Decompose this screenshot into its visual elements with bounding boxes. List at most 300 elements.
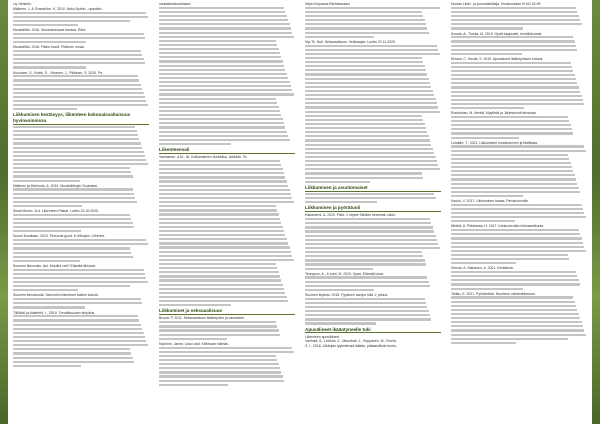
reference-column-3 bbox=[305, 2, 441, 422]
text-line bbox=[13, 12, 146, 14]
text-line bbox=[305, 86, 431, 88]
text-line bbox=[159, 242, 288, 244]
reference-text-lines bbox=[451, 204, 587, 223]
reference-text-lines bbox=[13, 50, 149, 69]
text-line bbox=[159, 65, 284, 67]
text-line bbox=[305, 193, 434, 195]
text-line bbox=[159, 197, 292, 199]
text-line bbox=[451, 325, 583, 327]
reference-text-lines bbox=[13, 33, 149, 43]
text-line bbox=[451, 258, 569, 260]
reference-column-2 bbox=[159, 2, 295, 422]
reference-entry: Tennyson, A., & bunt, M, 2020. Opas. Elämää loirat. bbox=[305, 271, 384, 276]
text-line bbox=[159, 135, 288, 137]
reference-text-lines bbox=[451, 62, 587, 110]
text-line bbox=[13, 289, 78, 291]
text-line bbox=[305, 119, 423, 121]
reference-text-lines bbox=[451, 296, 587, 344]
text-line bbox=[451, 132, 573, 134]
text-line bbox=[159, 300, 288, 302]
text-line bbox=[13, 252, 131, 254]
text-line bbox=[451, 220, 515, 222]
text-line bbox=[451, 288, 523, 290]
text-line bbox=[159, 201, 294, 203]
reference-text-lines bbox=[305, 7, 441, 38]
text-line bbox=[159, 143, 231, 145]
text-line bbox=[159, 338, 227, 340]
reference-entry: cq. Helsinki. bbox=[13, 2, 32, 6]
reference-entry: Muuttoliitto. 2016. Pääsi muutt. Pikkinen omaa. bbox=[13, 45, 85, 50]
text-line bbox=[305, 181, 370, 183]
text-line bbox=[305, 53, 440, 55]
text-line bbox=[305, 318, 431, 320]
reference-entry: S. I., 2016. Liikkujan tyyleidensä lääkäs, pääasiallisiin kunto- bbox=[305, 344, 397, 349]
text-line bbox=[13, 92, 144, 94]
text-line bbox=[159, 118, 283, 120]
text-line bbox=[451, 305, 576, 307]
reference-text-lines bbox=[451, 145, 587, 197]
text-line bbox=[159, 263, 276, 265]
section-heading: Liikkumisen ja pyörätuoli bbox=[305, 205, 361, 211]
text-line bbox=[159, 160, 280, 162]
text-line bbox=[451, 107, 524, 109]
text-line bbox=[159, 363, 279, 365]
text-line bbox=[305, 247, 440, 249]
reference-entry: Tanttu, E. 2021. Pyöräretkisi. Nuorteen vahvistettavuus. bbox=[451, 291, 536, 296]
text-line bbox=[305, 23, 426, 25]
text-line bbox=[159, 126, 285, 128]
text-line bbox=[305, 243, 438, 245]
text-line bbox=[305, 94, 434, 96]
reference-entry: Vanhala, A., Lehtola, Z., Mauritola, J., Seppänen, M., Kivelä, bbox=[305, 339, 397, 344]
text-line bbox=[13, 159, 146, 161]
text-line bbox=[305, 15, 423, 17]
text-line bbox=[13, 96, 145, 98]
reference-text-lines bbox=[13, 75, 149, 110]
section-heading-rule bbox=[305, 332, 441, 333]
text-line bbox=[451, 283, 580, 285]
text-line bbox=[451, 229, 579, 231]
text-line bbox=[305, 11, 422, 13]
reference-entry: Nyt-Tii. Nuti. Seksuaalisuus. Veikkaajan. Luettu 22.11.2020. bbox=[305, 39, 396, 44]
section-heading: Liikenteenvali bbox=[159, 147, 190, 152]
text-line bbox=[159, 351, 294, 353]
text-line bbox=[13, 344, 148, 346]
reference-entry: Tillilähiö ja Alakerttö, I., 2019. Turvallisuuden lahjoitus bbox=[13, 310, 95, 315]
text-line bbox=[305, 148, 433, 150]
text-line bbox=[159, 73, 287, 75]
text-line bbox=[305, 164, 438, 166]
text-line bbox=[305, 61, 423, 63]
text-line bbox=[13, 171, 131, 173]
text-line bbox=[13, 197, 135, 199]
section-heading: Liikkumisen kestävyys, liikenteen kokonaisvaltaisuus hyvinvoinnissa bbox=[13, 112, 131, 123]
text-line bbox=[305, 144, 431, 146]
text-line bbox=[159, 114, 281, 116]
text-line bbox=[305, 139, 430, 141]
text-line bbox=[13, 285, 130, 287]
reference-text-lines bbox=[13, 188, 149, 207]
reference-entry: Kovala, A., Tiukka, M. 2019. Hyviä taajuudet, henkilökunnat bbox=[451, 31, 542, 36]
text-line bbox=[159, 81, 290, 83]
text-line bbox=[305, 123, 425, 125]
text-line bbox=[159, 102, 277, 104]
text-line bbox=[451, 74, 575, 76]
text-line bbox=[159, 209, 277, 211]
text-line bbox=[451, 45, 576, 47]
text-line bbox=[305, 19, 425, 21]
text-line bbox=[451, 309, 577, 311]
section-heading-rule bbox=[305, 211, 441, 212]
reference-text-lines bbox=[451, 36, 587, 55]
text-line bbox=[159, 131, 287, 133]
text-line bbox=[451, 7, 576, 9]
text-line bbox=[159, 189, 290, 191]
text-line bbox=[451, 166, 572, 168]
text-line bbox=[13, 324, 141, 326]
text-line bbox=[305, 32, 429, 34]
text-line bbox=[451, 237, 582, 239]
reference-entry: Suomi Kuvataan, 2019. Personal good. in ettirajan. Liikenne- bbox=[13, 234, 106, 239]
reference-text-lines bbox=[13, 214, 149, 233]
reference-entry: Vanhainen, A.M., Nt. Kotikantimien kunkkiluu. Artikkeli. Te- bbox=[159, 155, 248, 160]
text-line bbox=[305, 115, 422, 117]
text-line bbox=[305, 127, 426, 129]
text-line bbox=[305, 78, 429, 80]
reference-entry: Eklund, C. Hovila, S. 2019. Apuväineet ikääntymisen kotona. bbox=[451, 56, 544, 61]
text-line bbox=[451, 40, 575, 42]
text-line bbox=[13, 151, 144, 153]
text-line bbox=[305, 7, 440, 9]
text-line bbox=[159, 139, 290, 141]
text-line bbox=[13, 100, 146, 102]
text-line bbox=[451, 296, 573, 298]
text-line bbox=[13, 201, 137, 203]
text-line bbox=[159, 32, 292, 34]
reference-text-lines bbox=[451, 271, 587, 290]
text-line bbox=[451, 120, 569, 122]
text-line bbox=[159, 347, 292, 349]
text-line bbox=[305, 90, 433, 92]
reference-entry: Kautio, V. 2017. Liikkuminen kaasa. Peruskunnolle. bbox=[451, 199, 530, 203]
text-line bbox=[13, 222, 133, 224]
text-line bbox=[305, 276, 427, 278]
text-line bbox=[451, 329, 584, 331]
text-line bbox=[451, 23, 582, 25]
reference-entry: Lundahl, T., 2021. Liikkumisen kuntotuminen ja Mallikata. bbox=[451, 140, 538, 145]
text-line bbox=[13, 243, 148, 245]
text-line bbox=[159, 329, 279, 331]
text-line bbox=[159, 52, 280, 54]
text-line bbox=[159, 77, 288, 79]
text-line bbox=[13, 319, 139, 321]
text-line bbox=[13, 260, 80, 262]
text-line bbox=[305, 268, 373, 270]
text-line bbox=[451, 204, 582, 206]
text-line bbox=[451, 313, 579, 315]
section-heading-rule bbox=[159, 314, 295, 315]
text-line bbox=[159, 271, 279, 273]
text-line bbox=[451, 174, 575, 176]
text-line bbox=[451, 91, 580, 93]
text-line bbox=[451, 49, 577, 51]
text-line bbox=[451, 154, 568, 156]
text-line bbox=[13, 239, 146, 241]
text-line bbox=[305, 259, 425, 261]
text-line bbox=[451, 162, 571, 164]
text-line bbox=[451, 78, 576, 80]
text-line bbox=[13, 16, 148, 18]
text-line bbox=[159, 226, 283, 228]
text-line bbox=[305, 281, 429, 283]
text-line bbox=[159, 222, 281, 224]
section-heading-rule bbox=[305, 191, 441, 192]
text-line bbox=[159, 69, 285, 71]
text-line bbox=[13, 315, 138, 317]
text-line bbox=[159, 292, 285, 294]
reference-entry: Suomen kirjasto, 2015. Fyysinen sampu nilla 1; pituus. bbox=[305, 292, 389, 297]
text-line bbox=[305, 111, 440, 113]
text-line bbox=[451, 321, 582, 323]
text-line bbox=[451, 11, 577, 13]
text-line bbox=[451, 116, 568, 118]
text-line bbox=[305, 49, 438, 51]
text-line bbox=[305, 285, 430, 287]
text-line bbox=[159, 238, 287, 240]
text-line bbox=[451, 178, 576, 180]
text-line bbox=[305, 201, 377, 203]
text-line bbox=[159, 23, 290, 25]
text-line bbox=[13, 163, 148, 165]
text-line bbox=[159, 172, 284, 174]
text-line bbox=[159, 180, 287, 182]
text-line bbox=[305, 152, 434, 154]
text-line bbox=[305, 226, 433, 228]
text-line bbox=[13, 340, 146, 342]
text-line bbox=[451, 27, 523, 29]
text-line bbox=[13, 180, 80, 182]
page-border-right bbox=[592, 0, 600, 424]
text-line bbox=[451, 183, 577, 185]
text-line bbox=[159, 98, 276, 100]
text-line bbox=[159, 218, 280, 220]
reference-entry: Suomen Neuvosto. Aul. Muuttui vah? Elämää liikkuvia. bbox=[13, 263, 97, 268]
text-line bbox=[451, 242, 583, 244]
reference-entry: Simola, A. Niskanen, A. 2021. Kenttänsä. bbox=[451, 266, 514, 271]
text-line bbox=[451, 262, 516, 264]
text-line bbox=[13, 218, 131, 220]
text-line bbox=[305, 289, 374, 291]
text-line bbox=[451, 62, 571, 64]
text-line bbox=[13, 24, 78, 26]
text-line bbox=[159, 40, 276, 42]
section-heading-rule bbox=[159, 153, 295, 154]
reference-text-lines bbox=[159, 160, 295, 307]
text-line bbox=[13, 247, 130, 249]
text-line bbox=[159, 296, 287, 298]
text-line bbox=[159, 15, 287, 17]
text-line bbox=[159, 93, 294, 95]
text-line bbox=[159, 193, 291, 195]
text-line bbox=[451, 145, 584, 147]
reference-entry: https://nnpasca.fi/tehtaavaan/ bbox=[305, 2, 350, 6]
text-line bbox=[159, 288, 284, 290]
text-line bbox=[305, 57, 422, 59]
text-line bbox=[13, 104, 148, 106]
text-line bbox=[159, 106, 279, 108]
reference-text-lines bbox=[451, 116, 587, 139]
text-line bbox=[159, 19, 288, 21]
text-line bbox=[13, 302, 142, 304]
text-line bbox=[159, 122, 284, 124]
text-line bbox=[159, 380, 284, 382]
text-line bbox=[159, 267, 277, 269]
text-line bbox=[305, 131, 427, 133]
text-line bbox=[13, 188, 133, 190]
reference-entry: Kuusinen, S., Nokki, S., Virtanen, J., Pikkinen, S. 2020. Pe- bbox=[13, 70, 104, 75]
reference-text-lines bbox=[451, 7, 587, 30]
text-line bbox=[159, 259, 294, 261]
reference-column-1 bbox=[13, 2, 149, 422]
reference-entry: Brucia, P. 2011. Seksuaalisuus ikääntyvien ja toimaisten, bbox=[159, 316, 246, 321]
text-line bbox=[13, 365, 81, 367]
text-line bbox=[305, 98, 436, 100]
text-line bbox=[451, 36, 573, 38]
reference-text-lines bbox=[13, 126, 149, 182]
text-line bbox=[451, 137, 519, 139]
text-line bbox=[13, 130, 137, 132]
reference-text-lines bbox=[305, 218, 441, 270]
text-line bbox=[13, 336, 145, 338]
text-line bbox=[13, 273, 145, 275]
text-line bbox=[13, 142, 141, 144]
section-heading: Apuvälineet ikääntyneelle tuki bbox=[305, 326, 371, 332]
text-line bbox=[159, 48, 279, 50]
text-line bbox=[159, 367, 280, 369]
text-line bbox=[451, 279, 579, 281]
text-line bbox=[451, 275, 577, 277]
text-line bbox=[451, 212, 584, 214]
reference-entry: Liikenteen apuvälineet bbox=[305, 334, 340, 339]
text-line bbox=[305, 230, 434, 232]
text-line bbox=[159, 60, 283, 62]
text-line bbox=[451, 128, 572, 130]
reference-entry: vantaakeskustetaan/ bbox=[159, 2, 191, 6]
text-line bbox=[159, 11, 285, 13]
text-line bbox=[305, 36, 374, 38]
text-line bbox=[13, 75, 138, 77]
text-line bbox=[451, 103, 584, 105]
reference-entry: Nuolan Liikki - ja puurulaisiittaja. Ihmisluokkan III M2 43-99 bbox=[451, 2, 541, 6]
text-line bbox=[13, 62, 145, 64]
reference-text-lines bbox=[305, 45, 441, 183]
text-line bbox=[13, 230, 81, 232]
text-line bbox=[305, 82, 430, 84]
text-line bbox=[159, 110, 280, 112]
text-line bbox=[159, 56, 281, 58]
text-line bbox=[305, 314, 430, 316]
reference-entry: Mäkinen, J. & Granström, K. 2010. Naku Nyrkin - opaskeh- bbox=[13, 6, 103, 11]
text-line bbox=[305, 135, 429, 137]
reference-entry: Rontiainen, M. Kenttä. Myyttisiä ja Järjestelmä tehostaa. bbox=[451, 111, 537, 116]
text-line bbox=[13, 88, 142, 90]
text-line bbox=[13, 79, 139, 81]
text-line bbox=[305, 218, 430, 220]
text-line bbox=[13, 256, 133, 258]
text-line bbox=[13, 328, 142, 330]
text-line bbox=[13, 134, 138, 136]
text-line bbox=[13, 226, 134, 228]
text-line bbox=[159, 279, 281, 281]
text-line bbox=[13, 306, 85, 308]
text-line bbox=[305, 73, 427, 75]
text-line bbox=[159, 321, 276, 323]
text-line bbox=[13, 269, 144, 271]
reference-entry: Hakaniemi, A. 2019. Piste. 2 ohjeet Sähkön kertomat, rakki- bbox=[305, 213, 396, 218]
text-line bbox=[451, 95, 582, 97]
text-line bbox=[305, 69, 426, 71]
text-line bbox=[13, 54, 142, 56]
page-border-left bbox=[0, 0, 8, 424]
text-line bbox=[305, 302, 426, 304]
text-line bbox=[159, 164, 281, 166]
text-line bbox=[305, 251, 422, 253]
text-line bbox=[159, 251, 291, 253]
text-line bbox=[159, 85, 291, 87]
text-line bbox=[159, 185, 288, 187]
text-line bbox=[13, 41, 86, 43]
text-line bbox=[451, 15, 579, 17]
reference-text-lines bbox=[13, 298, 149, 308]
text-line bbox=[13, 193, 134, 195]
reference-entry: Nikkilä, A. Pitkäranta, H. 2017. Kanta-kevään kirkkaaniikunta bbox=[451, 224, 544, 229]
text-line bbox=[305, 168, 440, 170]
text-line bbox=[13, 348, 130, 350]
text-line bbox=[159, 213, 279, 215]
text-line bbox=[451, 82, 577, 84]
text-line bbox=[305, 27, 427, 29]
text-line bbox=[451, 170, 573, 172]
text-line bbox=[13, 214, 130, 216]
text-line bbox=[451, 338, 568, 340]
text-line bbox=[305, 298, 425, 300]
text-line bbox=[13, 37, 145, 39]
text-line bbox=[305, 102, 437, 104]
text-line bbox=[13, 281, 148, 283]
section-heading-rule bbox=[13, 124, 149, 125]
text-line bbox=[451, 301, 575, 303]
text-line bbox=[13, 33, 144, 35]
text-line bbox=[451, 250, 586, 252]
text-line bbox=[13, 352, 131, 354]
text-line bbox=[305, 177, 423, 179]
text-line bbox=[13, 50, 141, 52]
text-line bbox=[451, 246, 584, 248]
reference-text-lines bbox=[13, 269, 149, 292]
text-line bbox=[451, 334, 586, 336]
text-line bbox=[305, 263, 426, 265]
text-line bbox=[159, 7, 284, 9]
text-line bbox=[13, 167, 130, 169]
reference-text-lines bbox=[451, 229, 587, 264]
reference-entry: Nyström, Janne, Uzun and. Klkbbaan elämäs. bbox=[159, 341, 229, 346]
text-line bbox=[305, 255, 423, 257]
text-line bbox=[451, 216, 586, 218]
section-heading: Liikkumisen ja asuntomaiset bbox=[305, 184, 368, 190]
text-line bbox=[451, 66, 572, 68]
text-line bbox=[159, 89, 292, 91]
text-line bbox=[159, 168, 283, 170]
